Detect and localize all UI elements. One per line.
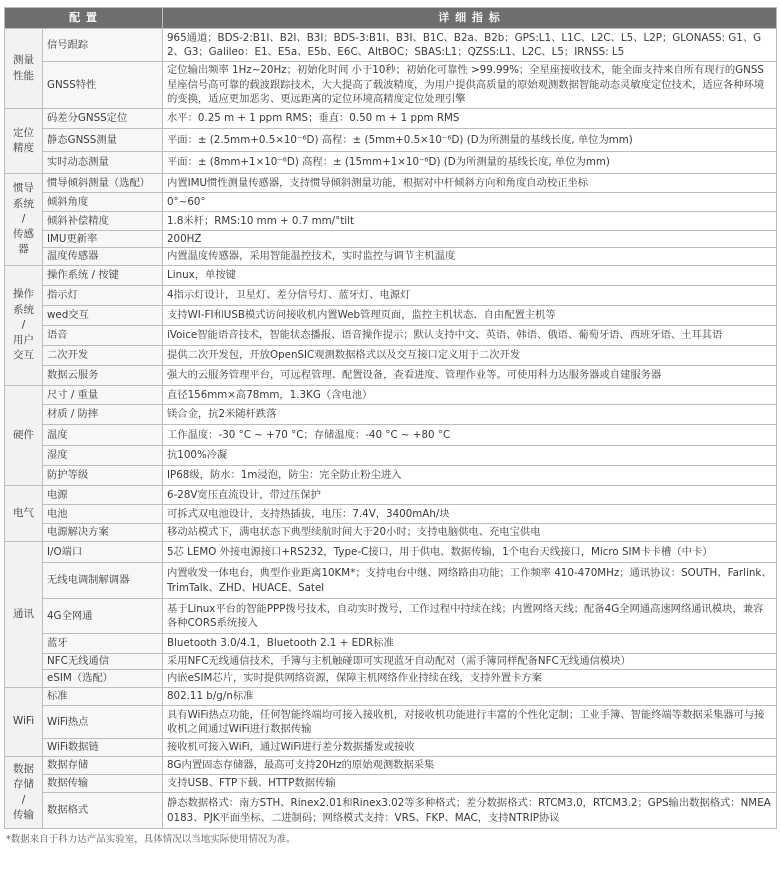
spec-item: 操作系统 / 按键 <box>43 266 163 286</box>
spec-detail: 平面：± (8mm+1×10⁻⁶D) 高程：± (15mm+1×10⁻⁶D) (D为所测量的基线长度, 单位为mm) <box>163 152 777 174</box>
table-row <box>5 326 777 346</box>
table-row <box>5 231 777 248</box>
spec-detail: Bluetooth 3.0/4.1，Bluetooth 2.1 + EDR标准 <box>163 634 777 654</box>
spec-item: GNSS特性 <box>43 62 163 109</box>
table-row <box>5 654 777 670</box>
table-row <box>5 366 777 386</box>
spec-detail: 采用NFC无线通信技术，手簿与主机触碰即可实现蓝牙自动配对（需手簿同样配备NFC无线通信模块） <box>163 654 777 670</box>
spec-item: 二次开发 <box>43 346 163 366</box>
header-detail: 详 细 指 标 <box>163 8 777 29</box>
spec-detail: 直径156mm×高78mm，1.3KG（含电池） <box>163 386 777 405</box>
spec-detail: 强大的云服务管理平台，可远程管理、配置设备，查看进度、管理作业等。可使用科力达服务器或自建服务器 <box>163 366 777 386</box>
table-row <box>5 688 777 706</box>
spec-item: wed交互 <box>43 306 163 326</box>
table-row <box>5 757 777 775</box>
spec-item: WiFi数据链 <box>43 739 163 757</box>
spec-sheet <box>4 7 777 846</box>
category-cell: 通讯 <box>5 542 43 688</box>
table-row <box>5 62 777 109</box>
table-row <box>5 152 777 174</box>
table-row <box>5 346 777 366</box>
spec-item: 数据格式 <box>43 793 163 829</box>
table-row <box>5 193 777 212</box>
spec-detail: 8G内置固态存储器，最高可支持20Hz的原始观测数据采集 <box>163 757 777 775</box>
spec-item: NFC无线通信 <box>43 654 163 670</box>
spec-item: 倾斜补偿精度 <box>43 212 163 231</box>
spec-item: I/O端口 <box>43 542 163 563</box>
category-cell: 惯导 系统 / 传感器 <box>5 174 43 266</box>
category-cell: 操作 系统 / 用户 交互 <box>5 266 43 386</box>
spec-detail: 可拆式双电池设计，支持热插拔，电压：7.4V，3400mAh/块 <box>163 505 777 524</box>
table-row <box>5 306 777 326</box>
spec-detail: IP68级，防水：1m浸泡，防尘：完全防止粉尘进入 <box>163 466 777 486</box>
table-row <box>5 266 777 286</box>
spec-detail: 抗100%冷凝 <box>163 446 777 466</box>
table-row <box>5 775 777 793</box>
table-row <box>5 739 777 757</box>
table-row <box>5 174 777 193</box>
spec-item: 蓝牙 <box>43 634 163 654</box>
spec-item: IMU更新率 <box>43 231 163 248</box>
spec-detail: 内置温度传感器，采用智能温控技术，实时监控与调节主机温度 <box>163 248 777 266</box>
spec-item: 码差分GNSS定位 <box>43 109 163 129</box>
spec-detail: 6-28V宽压直流设计，带过压保护 <box>163 486 777 505</box>
spec-detail: 965通道；BDS-2:B1I、B2I、B3I；BDS-3:B1I、B3I、B1C、B2a、B2b；GPS:L1、L1C、L2C、L5、L2P；GLONASS: G1、G2、G3；Galileo：E1、E5a、E5b、E6C、AltBOC；SBAS:L1；QZSS:L1、L2C、L5；IRNSS: L5 <box>163 29 777 62</box>
table-row <box>5 405 777 425</box>
spec-detail: 802.11 b/g/n标准 <box>163 688 777 706</box>
spec-item: 标准 <box>43 688 163 706</box>
spec-detail: 内置收发一体电台，典型作业距离10KM*；支持电台中继、网络路由功能；工作频率 410-470MHz；通讯协议：SOUTH、Farlink、TrimTalk、ZHD、HUACE、Satel <box>163 563 777 599</box>
spec-item: 温度传感器 <box>43 248 163 266</box>
spec-item: 语音 <box>43 326 163 346</box>
table-row <box>5 793 777 829</box>
spec-body <box>5 29 777 829</box>
spec-detail: 200HZ <box>163 231 777 248</box>
table-row <box>5 212 777 231</box>
spec-item: 实时动态测量 <box>43 152 163 174</box>
spec-item: 静态GNSS测量 <box>43 129 163 152</box>
spec-detail: iVoice智能语音技术，智能状态播报、语音操作提示；默认支持中文、英语、韩语、俄语、葡萄牙语、西班牙语、土耳其语 <box>163 326 777 346</box>
spec-detail: 支持USB、FTP下载、HTTP数据传输 <box>163 775 777 793</box>
spec-detail: 平面：± (2.5mm+0.5×10⁻⁶D) 高程：± (5mm+0.5×10⁻⁶D) (D为所测量的基线长度, 单位为mm) <box>163 129 777 152</box>
spec-detail: 内嵌eSIM芯片，实时提供网络资源，保障主机网络作业持续在线，支持外置卡方案 <box>163 670 777 688</box>
spec-item: 防护等级 <box>43 466 163 486</box>
category-cell: 电气 <box>5 486 43 542</box>
category-cell: 定位 精度 <box>5 109 43 174</box>
spec-item: 电池 <box>43 505 163 524</box>
spec-item: 无线电调制解调器 <box>43 563 163 599</box>
spec-detail: 移动站模式下，满电状态下典型续航时间大于20小时；支持电脑供电、充电宝供电 <box>163 524 777 542</box>
spec-item: eSIM（选配） <box>43 670 163 688</box>
spec-item: 数据云服务 <box>43 366 163 386</box>
table-row <box>5 109 777 129</box>
spec-item: 尺寸 / 重量 <box>43 386 163 405</box>
table-row <box>5 486 777 505</box>
table-row <box>5 670 777 688</box>
spec-item: 4G全网通 <box>43 599 163 634</box>
table-row <box>5 248 777 266</box>
table-row <box>5 542 777 563</box>
spec-item: 数据存储 <box>43 757 163 775</box>
spec-detail: 支持WI-FI和USB模式访问接收机内置Web管理页面，监控主机状态、自由配置主机等 <box>163 306 777 326</box>
spec-item: 信号跟踪 <box>43 29 163 62</box>
spec-item: 电源 <box>43 486 163 505</box>
footnote: *数据来自于科力达产品实验室，具体情况以当地实际使用情况为准。 <box>6 834 296 845</box>
spec-item: 湿度 <box>43 446 163 466</box>
spec-detail: 具有WiFi热点功能，任何智能终端均可接入接收机，对接收机功能进行丰富的个性化定制；工业手簿、智能终端等数据采集器可与接收机之间通过WiFi进行数据传输 <box>163 706 777 739</box>
table-row <box>5 129 777 152</box>
category-cell: 测量 性能 <box>5 29 43 109</box>
table-row <box>5 563 777 599</box>
table-row <box>5 286 777 306</box>
spec-item: 电源解决方案 <box>43 524 163 542</box>
category-cell: 硬件 <box>5 386 43 486</box>
spec-item: 温度 <box>43 425 163 446</box>
spec-detail: 工作温度：-30 °C ~ +70 °C；存储温度：-40 °C ~ +80 °C <box>163 425 777 446</box>
table-row <box>5 425 777 446</box>
spec-item: 指示灯 <box>43 286 163 306</box>
spec-item: 惯导倾斜测量（选配） <box>43 174 163 193</box>
spec-detail: 提供二次开发包，开放OpenSIC观测数据格式以及交互接口定义用于二次开发 <box>163 346 777 366</box>
table-row <box>5 29 777 62</box>
spec-item: 倾斜角度 <box>43 193 163 212</box>
spec-detail: 0°~60° <box>163 193 777 212</box>
table-row <box>5 524 777 542</box>
spec-detail: Linux，单按键 <box>163 266 777 286</box>
spec-detail: 内置IMU惯性测量传感器，支持惯导倾斜测量功能，根据对中杆倾斜方向和角度自动校正坐标 <box>163 174 777 193</box>
table-row <box>5 466 777 486</box>
table-header-row <box>5 8 777 29</box>
spec-item: 数据传输 <box>43 775 163 793</box>
spec-detail: 接收机可接入WiFi，通过WiFi进行差分数据播发或接收 <box>163 739 777 757</box>
header-config: 配 置 <box>5 8 163 29</box>
table-row <box>5 599 777 634</box>
table-row <box>5 386 777 405</box>
table-row <box>5 505 777 524</box>
spec-item: WiFi热点 <box>43 706 163 739</box>
spec-detail: 镁合金，抗2米随杆跌落 <box>163 405 777 425</box>
spec-detail: 水平：0.25 m + 1 ppm RMS；垂直：0.50 m + 1 ppm RMS <box>163 109 777 129</box>
spec-table <box>4 7 777 829</box>
spec-detail: 静态数据格式：南方STH、Rinex2.01和Rinex3.02等多种格式；差分数据格式：RTCM3.0，RTCM3.2；GPS输出数据格式：NMEA 0183、PJK平面坐标、二进制码；网络模式支持：VRS、FKP、MAC，支持NTRIP协议 <box>163 793 777 829</box>
table-row <box>5 634 777 654</box>
spec-detail: 基于Linux平台的智能PPP拨号技术，自动实时拨号，工作过程中持续在线；内置网络天线；配备4G全网通高速网络通讯模块，兼容各种CORS系统接入 <box>163 599 777 634</box>
category-cell: WiFi <box>5 688 43 757</box>
table-row <box>5 706 777 739</box>
spec-item: 材质 / 防摔 <box>43 405 163 425</box>
category-cell: 数据 存储 / 传输 <box>5 757 43 829</box>
spec-detail: 定位输出频率 1Hz~20Hz；初始化时间 小于10秒；初始化可靠性 >99.99%；全星座接收技术，能全面支持来自所有现行的GNSS星座信号高可靠的载波跟踪技术，大大提高了载波精度，为用户提供高质量的原始观测数据智能动态灵敏度定位技术，适应各种环境的变换，适应更加恶劣、更远距离的定位环境高精度定位处理引擎 <box>163 62 777 109</box>
spec-detail: 1.8米杆；RMS:10 mm + 0.7 mm/°tilt <box>163 212 777 231</box>
spec-detail: 4指示灯设计，卫星灯、差分信号灯、蓝牙灯、电源灯 <box>163 286 777 306</box>
table-row <box>5 446 777 466</box>
spec-detail: 5芯 LEMO 外接电源接口+RS232，Type-C接口，用于供电、数据传输，1个电台天线接口，Micro SIM卡卡槽（中卡） <box>163 542 777 563</box>
